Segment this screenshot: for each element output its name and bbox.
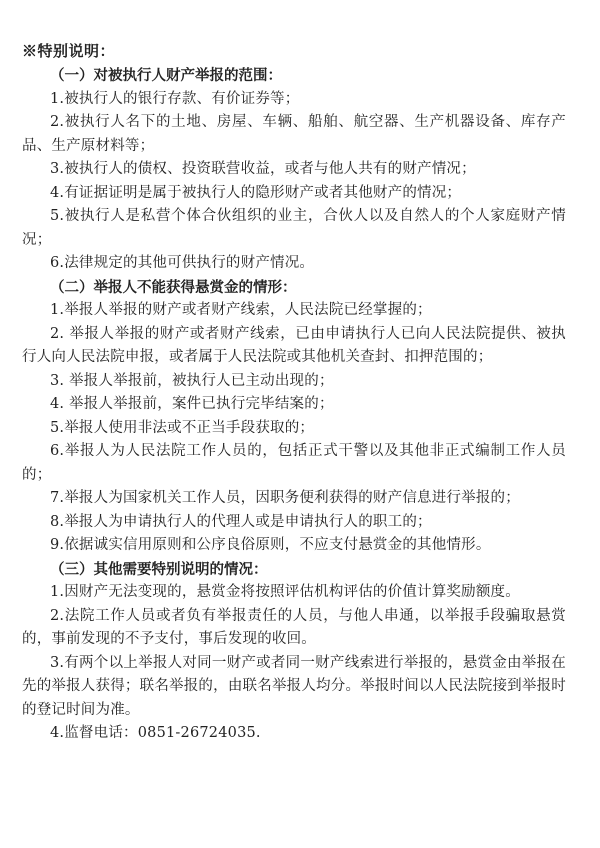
list-item: 1.因财产无法变现的，悬赏金将按照评估机构评估的价值计算奖励额度。	[50, 584, 520, 600]
list-item: 1.举报人举报的财产或者财产线索，人民法院已经掌握的；	[50, 302, 432, 318]
supervision-phone: 4.监督电话：0851-26724035.	[50, 725, 261, 741]
list-item: 1.被执行人的银行存款、有价证券等；	[50, 90, 300, 107]
document-title: ※特别说明：	[22, 42, 116, 60]
list-item: 3. 举报人举报前，被执行人已主动出现的；	[50, 372, 334, 389]
section-scope	[22, 64, 566, 276]
list-item: 9.依据诚实信用原则和公序良俗原则，不应支付悬赏金的其他情形。	[50, 537, 491, 553]
list-item: 7.举报人为国家机关工作人员，因职务便利获得的财产信息进行举报的；	[50, 490, 520, 506]
list-item: 6.法律规定的其他可供执行的财产情况。	[50, 255, 315, 271]
section-other-notes	[22, 558, 566, 746]
list-item: 4. 举报人举报前，案件已执行完毕结案的；	[50, 396, 334, 412]
list-item: 6.举报人为人民法院工作人员的，包括正式干警以及其他非正式编制工作人员的；	[22, 443, 566, 483]
section-heading: （一）对被执行人财产举报的范围：	[50, 67, 282, 84]
section-no-reward	[22, 276, 566, 558]
list-item: 3.有两个以上举报人对同一财产或者同一财产线索进行举报的，悬赏金由举报在先的举报人获得；联名举报的，由联名举报人均分。举报时间以人民法院接到举报时的登记时间为准。	[22, 654, 566, 718]
list-item: 4.有证据证明是属于被执行人的隐形财产或者其他财产的情况；	[50, 184, 462, 201]
list-item: 8.举报人为申请执行人的代理人或是申请执行人的职工的；	[50, 513, 432, 530]
section-heading: （三）其他需要特别说明的情况：	[50, 560, 268, 578]
list-item: 2. 举报人举报的财产或者财产线索，已由申请执行人已向人民法院提供、被执行人向人民法院申报，或者属于人民法院或其他机关查封、扣押范围的；	[22, 325, 566, 365]
list-item: 3.被执行人的债权、投资联营收益，或者与他人共有的财产情况；	[50, 161, 476, 177]
list-item: 5.被执行人是私营个体合伙组织的业主，合伙人以及自然人的个人家庭财产情况；	[22, 208, 566, 248]
section-heading: （二）举报人不能获得悬赏金的情形：	[50, 278, 297, 296]
list-item: 2.被执行人名下的土地、房屋、车辆、船舶、航空器、生产机器设备、库存产品、生产原材料等；	[22, 114, 566, 154]
list-item: 5.举报人使用非法或不正当手段获取的；	[50, 419, 315, 436]
list-item: 2.法院工作人员或者负有举报责任的人员，与他人串通，以举报手段骗取悬赏的，事前发现的不予支付，事后发现的收回。	[22, 607, 566, 647]
